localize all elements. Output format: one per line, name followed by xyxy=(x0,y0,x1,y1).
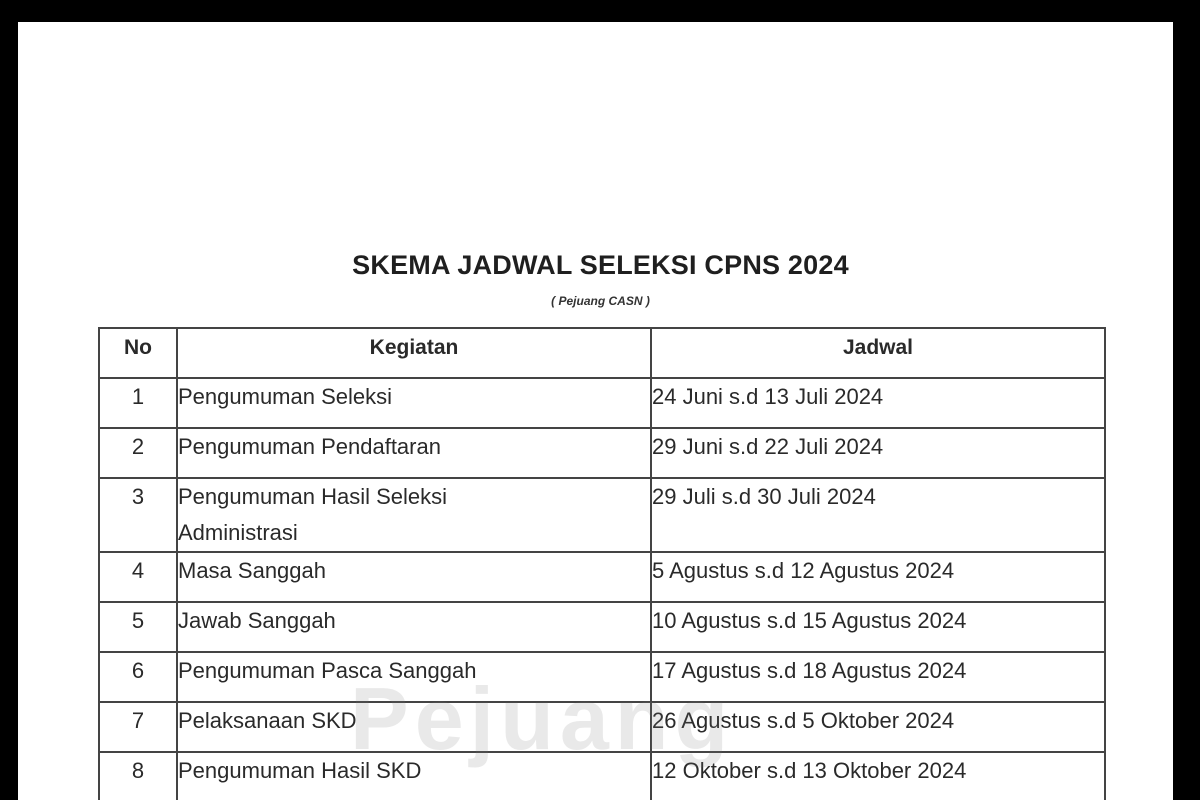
document-title: SKEMA JADWAL SELEKSI CPNS 2024 xyxy=(352,250,849,280)
table-row xyxy=(99,602,1105,652)
row-no: 1 xyxy=(99,378,177,428)
header-jadwal: Jadwal xyxy=(651,328,1105,378)
table-row xyxy=(99,702,1105,752)
row-kegiatan: Pengumuman Pendaftaran xyxy=(177,428,651,478)
table-row xyxy=(99,478,1105,552)
row-no: 5 xyxy=(99,602,177,652)
table-row xyxy=(99,752,1105,800)
row-jadwal: 26 Agustus s.d 5 Oktober 2024 xyxy=(651,702,1105,752)
row-no: 3 xyxy=(99,478,177,552)
table-row xyxy=(99,428,1105,478)
row-no: 4 xyxy=(99,552,177,602)
row-kegiatan: Pengumuman Pasca Sanggah xyxy=(177,652,651,702)
document-page xyxy=(18,22,1173,800)
table-row xyxy=(99,378,1105,428)
row-no: 7 xyxy=(99,702,177,752)
row-jadwal: 29 Juli s.d 30 Juli 2024 xyxy=(651,478,1105,552)
table-header-row xyxy=(99,328,1105,378)
row-jadwal: 29 Juni s.d 22 Juli 2024 xyxy=(651,428,1105,478)
table-row xyxy=(99,652,1105,702)
row-jadwal: 12 Oktober s.d 13 Oktober 2024 xyxy=(651,752,1105,800)
header-kegiatan: Kegiatan xyxy=(177,328,651,378)
schedule-table xyxy=(98,327,1106,800)
row-no: 8 xyxy=(99,752,177,800)
row-jadwal: 17 Agustus s.d 18 Agustus 2024 xyxy=(651,652,1105,702)
row-jadwal: 10 Agustus s.d 15 Agustus 2024 xyxy=(651,602,1105,652)
row-jadwal: 5 Agustus s.d 12 Agustus 2024 xyxy=(651,552,1105,602)
row-kegiatan: Pelaksanaan SKD xyxy=(177,702,651,752)
row-no: 6 xyxy=(99,652,177,702)
row-jadwal: 24 Juni s.d 13 Juli 2024 xyxy=(651,378,1105,428)
row-kegiatan-line1: Pengumuman Hasil Seleksi xyxy=(178,484,448,509)
document-subtitle: ( Pejuang CASN ) xyxy=(551,294,650,308)
row-kegiatan: Pengumuman Hasil SKD xyxy=(177,752,651,800)
row-kegiatan: Masa Sanggah xyxy=(177,552,651,602)
row-kegiatan: Jawab Sanggah xyxy=(177,602,651,652)
row-no: 2 xyxy=(99,428,177,478)
table-row xyxy=(99,552,1105,602)
row-kegiatan xyxy=(177,478,651,552)
row-kegiatan-line2: Administrasi xyxy=(178,520,298,545)
row-kegiatan: Pengumuman Seleksi xyxy=(177,378,651,428)
header-no: No xyxy=(99,328,177,378)
